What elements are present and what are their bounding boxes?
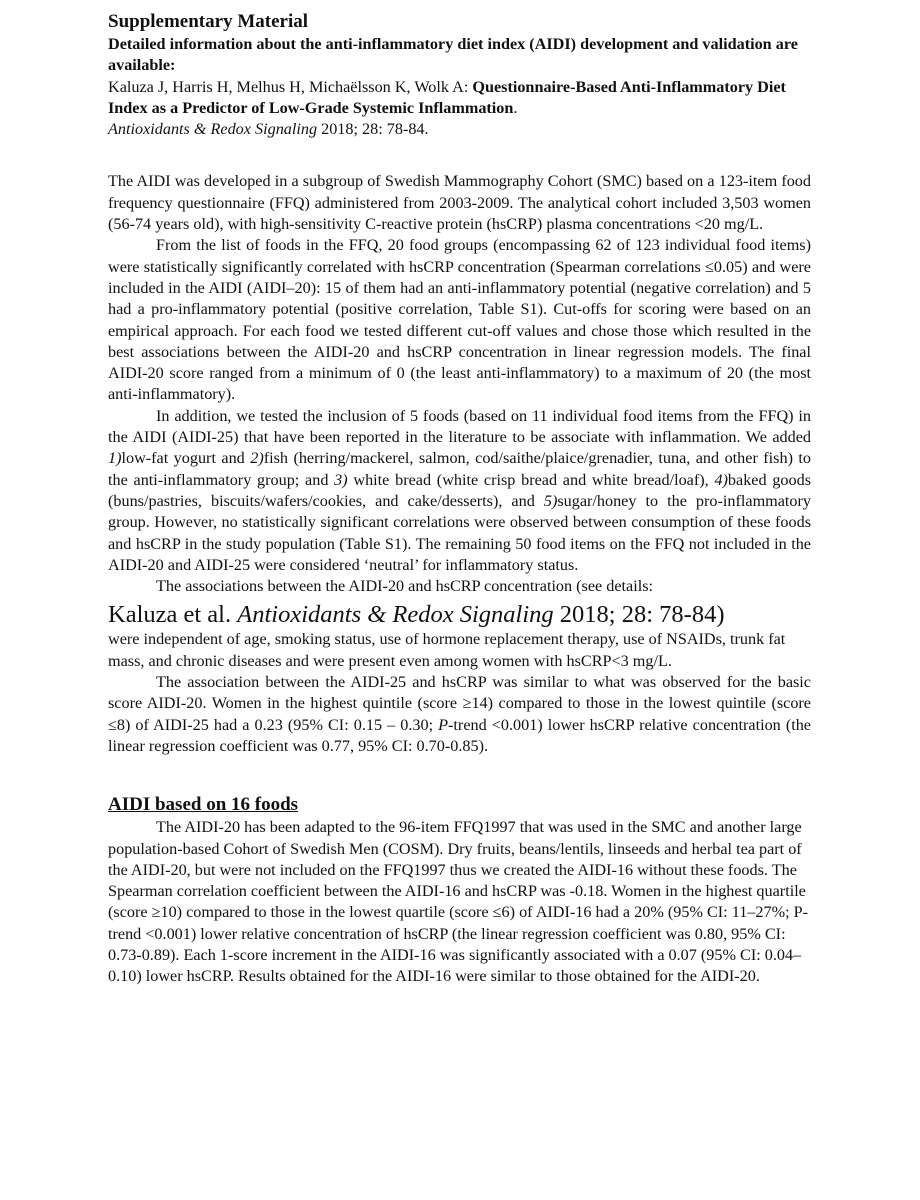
- citation-article-title: Questionnaire-Based Anti-Inflammatory Diet Index as a Predictor of Low-Grade Systemic Inflammation: [108, 77, 786, 117]
- text-run: low-fat yogurt and: [121, 449, 251, 468]
- document-page: [108, 10, 811, 988]
- section-heading: AIDI based on 16 foods: [108, 794, 299, 816]
- paragraph-intro: The AIDI was developed in a subgroup of Swedish Mammography Cohort (SMC) based on a 123-item food frequency questionnaire (FFQ) administered from 2003-2009. The analytical cohort included 3,503 women (56-74 years old), with high-sensitivity C-reactive protein (hsCRP) plasma concentrations <20 mg/L.: [108, 172, 811, 234]
- text-run: -trend <0.001) lower hsCRP relative concentration (the linear regression coefficient was 0.77, 95% CI: 0.70-0.85).: [108, 715, 811, 755]
- text-run: fish (herring/mackerel, salmon, cod/saithe/plaice/grenadier, tuna, and other fish) to the anti-inflammatory group; and: [108, 449, 812, 489]
- reference-details: 2018; 28: 78-84): [553, 601, 725, 629]
- paragraph-aidi-16: The AIDI-20 has been adapted to the 96-item FFQ1997 that was used in the SMC and another large population-based Cohort of Swedish Men (COSM). Dry fruits, beans/lentils, linseeds and herbal tea part of the AIDI-20, but were not included on the FFQ1997 thus we created the AIDI-16 without these foods. The Spearman correlation coefficient between the AIDI-16 and hsCRP was -0.18. Women in the highest quartile (score ≥10) compared to those in the lowest quartile (score ≤6) of AIDI-16 had a 20% (95% CI: 11–27%; P-trend <0.001) lower relative concentration of hsCRP (the linear regression coefficient was 0.80, 95% CI: 0.73-0.89). Each 1-score increment in the AIDI-16 was significantly associated with a 0.07 (95% CI: 0.04–0.10) lower hsCRP. Results obtained for the AIDI-16 were similar to those obtained for the AIDI-20.: [108, 818, 809, 986]
- paragraph-associations-intro: The associations between the AIDI-20 and hsCRP concentration (see details:: [156, 577, 654, 596]
- document-title: Supplementary Material: [108, 11, 309, 32]
- text-run: sugar/honey to the pro-inflammatory group. However, no statistically significant correlations were observed between consumption of these foods and hsCRP in the study population (Table S1). The remaining 50 food items on the FFQ not included in the AIDI-20 and AIDI-25 were considered ‘neutral’ for inflammatory status.: [108, 491, 812, 574]
- reference-line: [108, 600, 811, 629]
- paragraph-associations-rest: were independent of age, smoking status, use of hormone replacement therapy, use of NSAIDs, trunk fat mass, and chronic diseases and were present even among women with hsCRP<3 mg/L.: [108, 630, 786, 670]
- list-number: 4): [714, 470, 728, 489]
- reference-authors: Kaluza et al.: [108, 601, 238, 629]
- citation: [108, 77, 811, 141]
- p-trend-symbol: P: [438, 715, 449, 734]
- citation-details: 2018; 28: 78-84.: [317, 120, 429, 139]
- reference-journal: Antioxidants & Redox Signaling: [237, 601, 554, 629]
- paragraph-aidi-25-association: [108, 672, 811, 757]
- text-run: In addition, we tested the inclusion of 5 foods (based on 11 individual food items from the FFQ) in the AIDI (AIDI-25) that have been reported in the literature to be associate with inflammation. We added: [108, 406, 811, 447]
- paragraph-aidi-25: [108, 406, 811, 576]
- list-number: 1): [108, 449, 122, 468]
- citation-period: .: [513, 98, 518, 117]
- list-number: 5): [543, 491, 558, 510]
- text-run: white bread (white crisp bread and white bread/loaf),: [347, 470, 715, 489]
- list-number: 3): [334, 470, 348, 489]
- list-number: 2): [250, 449, 264, 468]
- citation-authors: Kaluza J, Harris H, Melhus H, Michaëlsson K, Wolk A:: [108, 77, 473, 96]
- citation-journal: Antioxidants & Redox Signaling: [108, 120, 318, 139]
- paragraph-food-groups: From the list of foods in the FFQ, 20 food groups (encompassing 62 of 123 individual food items) were statistically significantly correlated with hsCRP concentration (Spearman correlations ≤0.05) and were included in the AIDI (AIDI–20): 15 of them had an anti-inflammatory potential (negative correlation) and 5 had a pro-inflammatory potential (positive correlation, Table S1). Cut-offs for scoring were based on an empirical approach. For each food we tested different cut-off values and chose those which resulted in the best associations between the AIDI-20 and hsCRP concentration in linear regression models. The final AIDI-20 score ranged from a minimum of 0 (the least anti-inflammatory) to a maximum of 20 (the most anti-inflammatory).: [108, 236, 811, 404]
- document-subtitle: Detailed information about the anti-inflammatory diet index (AIDI) development and validation are available:: [108, 35, 798, 75]
- text-run: The association between the AIDI-25 and hsCRP was similar to what was observed for the basic score AIDI-20. Women in the highest quintile (score ≥14) compared to those in the lowest quintile (score ≤8) of AIDI-25 had a 0.23 (95% CI: 0.15 – 0.30;: [108, 673, 811, 734]
- text-run: baked goods (buns/pastries, biscuits/wafers/cookies, and cake/desserts), and: [108, 470, 811, 510]
